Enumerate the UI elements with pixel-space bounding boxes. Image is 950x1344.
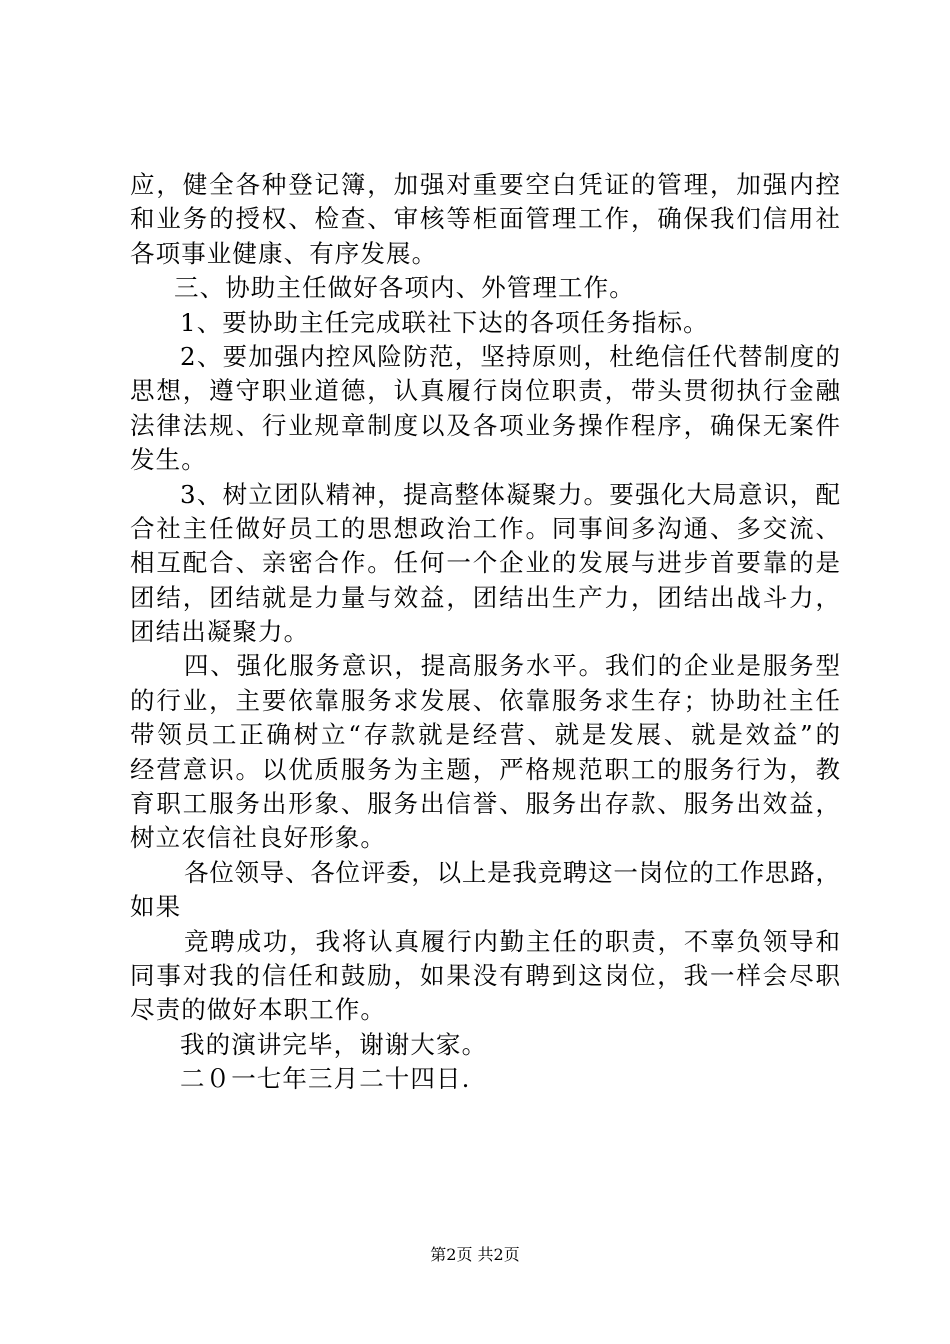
- text-line: 树立农信社良好形象。: [130, 823, 386, 853]
- text-line: 团结，团结就是力量与效益，团结出生产力，团结出战斗力，: [130, 582, 840, 612]
- text-line: 3、树立团队精神，提高整体凝聚力。要强化大局意识，配: [180, 479, 840, 509]
- text-line: 经营意识。以优质服务为主题，严格规范职工的服务行为，教: [130, 754, 840, 784]
- text-line: 我的演讲完毕，谢谢大家。: [180, 1029, 488, 1059]
- text-line: 四、强化服务意识，提高服务水平。我们的企业是服务型: [184, 651, 840, 681]
- text-line: 育职工服务出形象、服务出信誉、服务出存款、服务出效益，: [130, 789, 840, 819]
- text-line: 二０一七年三月二十四日.: [180, 1064, 471, 1094]
- text-line: 1、要协助主任完成联社下达的各项任务指标。: [180, 307, 709, 337]
- text-line: 应，健全各种登记簿，加强对重要空白凭证的管理，加强内控: [130, 170, 840, 199]
- text-line: 如果: [130, 892, 182, 922]
- text-line: 团结出凝聚力。: [130, 617, 310, 647]
- page-footer: 第2页 共2页: [430, 1245, 520, 1264]
- text-line: 尽责的做好本职工作。: [130, 995, 386, 1025]
- text-line: 合社主任做好员工的思想政治工作。同事间多沟通、多交流、: [130, 513, 840, 543]
- document-body: [130, 168, 840, 1097]
- text-line: 三、协助主任做好各项内、外管理工作。: [174, 273, 635, 303]
- text-line: 各项事业健康、有序发展。: [130, 238, 438, 268]
- text-line: 法律法规、行业规章制度以及各项业务操作程序，确保无案件: [130, 410, 840, 440]
- text-line: 竞聘成功，我将认真履行内勤主任的职责，不辜负领导和: [184, 926, 840, 956]
- text-line: 2、要加强内控风险防范，坚持原则，杜绝信任代替制度的: [180, 341, 840, 371]
- text-line: 的行业，主要依靠服务求发展、依靠服务求生存；协助社主任: [130, 685, 840, 715]
- text-line: 和业务的授权、检查、审核等柜面管理工作，确保我们信用社: [130, 204, 840, 234]
- text-line: 带领员工正确树立“存款就是经营、就是发展、就是效益”的: [130, 720, 840, 750]
- text-line: 同事对我的信任和鼓励，如果没有聘到这岗位，我一样会尽职: [130, 960, 840, 990]
- text-line: 各位领导、各位评委，以上是我竞聘这一岗位的工作思路，: [184, 857, 840, 887]
- text-line: 思想，遵守职业道德，认真履行岗位职责，带头贯彻执行金融: [130, 376, 840, 406]
- text-line: 相互配合、亲密合作。任何一个企业的发展与进步首要靠的是: [130, 548, 840, 578]
- text-line: 发生。: [130, 445, 207, 475]
